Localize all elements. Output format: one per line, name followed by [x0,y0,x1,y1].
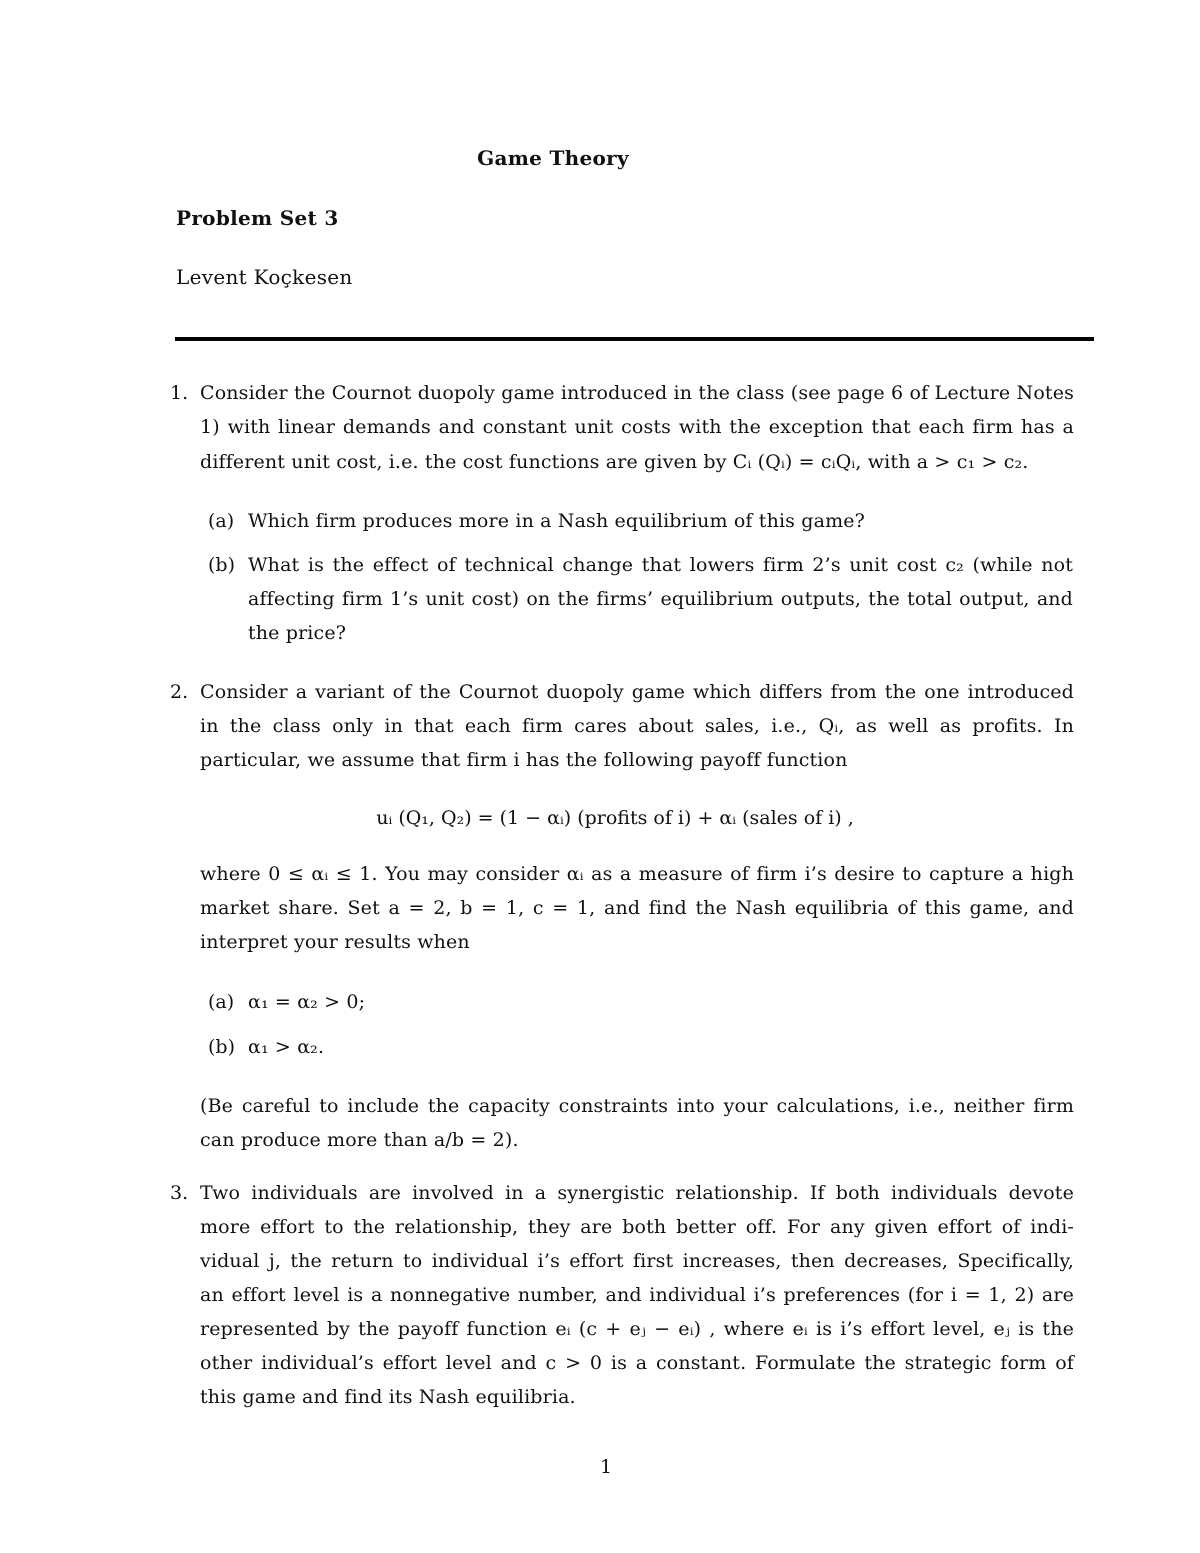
problem-set-heading: Problem Set 3 [176,206,339,230]
problem-2-note-line-1: (Be careful to include the capacity constraints into your calculations, i.e., neither firm [200,1095,1074,1117]
problem-2-line-2: in the class only in that each firm cares about sales, i.e., Qᵢ, as well as profits. In [200,715,1074,737]
problem-2-line-1: Consider a variant of the Cournot duopoly game which differs from the one introduced [200,681,1074,703]
problem-2-after-line-1: where 0 ≤ αᵢ ≤ 1. You may consider αᵢ as a measure of firm i’s desire to capture a high [200,863,1074,885]
problem-2-after-line-2: market share. Set a = 2, b = 1, c = 1, and find the Nash equilibria of this game, and [200,897,1074,919]
problem-2-note-line-2: can produce more than a/b = 2). [200,1129,519,1151]
problem-1-part-b-line-3: the price? [248,622,347,644]
problem-3-line-2: more effort to the relationship, they are both better off. For any given effort of indi- [200,1216,1074,1238]
problem-3-line-5: represented by the payoff function eᵢ (c + eⱼ − eᵢ) , where eᵢ is i’s effort level, eⱼ is the [200,1318,1074,1340]
problem-3-line-7: this game and find its Nash equilibria. [200,1386,576,1408]
problem-1-number: 1. [170,382,189,404]
problem-3-line-3: vidual j, the return to individual i’s effort first increases, then decreases, Specifically, [200,1250,1074,1272]
payoff-equation: uᵢ (Q₁, Q₂) = (1 − αᵢ) (profits of i) + αᵢ (sales of i) , [376,807,854,829]
problem-2-after-line-3: interpret your results when [200,931,470,953]
problem-2-part-a-line-1: α₁ = α₂ > 0; [248,991,366,1013]
problem-2-part-b-label: (b) [208,1036,235,1058]
problem-1-part-a-label: (a) [208,510,235,532]
problem-1-line-3: different unit cost, i.e. the cost functions are given by Cᵢ (Qᵢ) = cᵢQᵢ, with a > c₁ > c₂. [200,451,1029,473]
problem-2-part-a-label: (a) [208,991,235,1013]
problem-1-line-2: 1) with linear demands and constant unit costs with the exception that each firm has a [200,416,1074,438]
problem-3-line-4: an effort level is a nonnegative number, and individual i’s preferences (for i = 1, 2) are [200,1284,1074,1306]
problem-1-part-b-label: (b) [208,554,235,576]
document-title: Game Theory [477,146,629,170]
problem-1-part-b-line-2: affecting firm 1’s unit cost) on the firms’ equilibrium outputs, the total output, and [248,588,1073,610]
page-number: 1 [599,1456,613,1478]
author-name: Levent Koçkesen [176,265,353,289]
problem-3-line-6: other individual’s effort level and c > 0 is a constant. Formulate the strategic form of [200,1352,1074,1374]
problem-3-number: 3. [170,1182,189,1204]
problem-2-part-b-line-1: α₁ > α₂. [248,1036,325,1058]
horizontal-rule [175,337,1094,341]
problem-2-line-3: particular, we assume that firm i has the following payoff function [200,749,848,771]
problem-1-line-1: Consider the Cournot duopoly game introduced in the class (see page 6 of Lecture Notes [200,382,1074,404]
problem-3-line-1: Two individuals are involved in a synergistic relationship. If both individuals devote [200,1182,1074,1204]
problem-2-number: 2. [170,681,189,703]
problem-1-part-b-line-1: What is the effect of technical change that lowers firm 2’s unit cost c₂ (while not [248,554,1073,576]
problem-1-part-a-line-1: Which firm produces more in a Nash equilibrium of this game? [248,510,865,532]
